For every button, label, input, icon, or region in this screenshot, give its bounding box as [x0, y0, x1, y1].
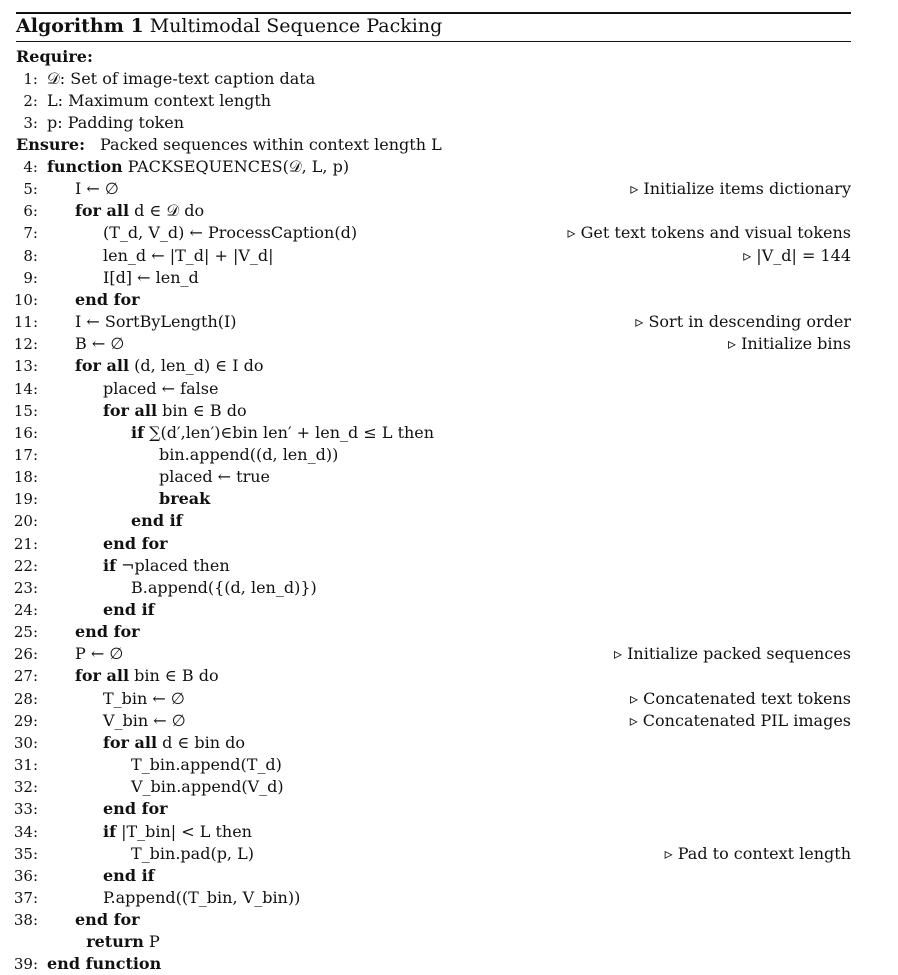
- code-statement: [131, 577, 317, 599]
- code-line: [0, 953, 898, 975]
- code-line: [0, 688, 898, 710]
- statement-text: T_bin.append(T_d): [131, 755, 282, 775]
- algorithm-label: Algorithm 1: [16, 15, 144, 37]
- keyword: function: [47, 157, 123, 176]
- statement-text: V_bin.append(V_d): [131, 777, 284, 797]
- line-number: 27:: [13, 667, 38, 686]
- code-line: [0, 887, 898, 909]
- statement-text: len_d ← |T_d| + |V_d|: [103, 245, 274, 265]
- code-statement: [75, 643, 123, 665]
- code-line: [0, 621, 898, 643]
- keyword: end for: [103, 799, 168, 819]
- code-line: [0, 821, 898, 843]
- code-statement: [75, 665, 219, 687]
- code-statement: [131, 422, 434, 444]
- code-statement: [47, 156, 349, 178]
- line-number: 11:: [13, 313, 38, 332]
- code-line: [0, 577, 898, 599]
- code-line: [0, 178, 898, 200]
- line-number: 29:: [13, 711, 38, 730]
- code-line: [0, 599, 898, 621]
- line-number: 21:: [13, 534, 38, 553]
- line-number: 12:: [13, 335, 38, 354]
- keyword: end for: [75, 910, 140, 930]
- statement-text: I ← SortByLength(I): [75, 312, 237, 332]
- code-statement: [103, 533, 168, 555]
- code-line: [0, 555, 898, 577]
- code-statement: [75, 355, 264, 377]
- code-statement: [103, 400, 247, 422]
- line-number: 9:: [23, 268, 38, 287]
- line-number: 6:: [23, 202, 38, 221]
- line-number: 16:: [13, 423, 38, 442]
- ensure-text: Packed sequences within context length L: [100, 135, 442, 154]
- statement-text: bin ∈ B do: [134, 666, 219, 686]
- line-comment: ▹ |V_d| = 144: [743, 245, 851, 265]
- ensure-label: Ensure:: [16, 135, 85, 154]
- code-statement: [47, 953, 161, 975]
- code-statement: [103, 222, 357, 244]
- keyword: for all: [75, 356, 130, 376]
- line-comment: ▹ Sort in descending order: [635, 312, 851, 332]
- keyword: for all: [103, 400, 158, 420]
- code-line: [0, 378, 898, 400]
- line-number: 37:: [13, 888, 38, 907]
- statement-text: P.append((T_bin, V_bin)): [103, 887, 301, 907]
- statement-text: T_bin.pad(p, L): [131, 843, 254, 863]
- require-label: Require:: [16, 47, 93, 66]
- line-number: 35:: [13, 844, 38, 863]
- code-statement: [103, 555, 230, 577]
- line-number: 22:: [13, 556, 38, 575]
- code-line: [0, 533, 898, 555]
- code-line: [0, 732, 898, 754]
- line-number: 7:: [23, 224, 38, 243]
- code-statement: [75, 178, 119, 200]
- line-number: 26:: [13, 645, 38, 664]
- code-line: [0, 444, 898, 466]
- line-number: 17:: [13, 445, 38, 464]
- code-statement: [103, 821, 252, 843]
- code-statement: [75, 333, 124, 355]
- code-statement: [103, 245, 274, 267]
- code-line: [0, 776, 898, 798]
- statement-text: T_bin ← ∅: [103, 688, 185, 708]
- code-line: [0, 865, 898, 887]
- line-number: 15:: [13, 401, 38, 420]
- code-line: [0, 931, 898, 953]
- line-number: 18:: [13, 468, 38, 487]
- code-statement: [103, 599, 155, 621]
- keyword: for all: [75, 666, 130, 686]
- line-comment: ▹ Get text tokens and visual tokens: [567, 223, 851, 243]
- statement-text: ¬placed then: [121, 555, 230, 575]
- code-statement: [131, 776, 284, 798]
- require-line: [0, 112, 898, 134]
- code-line: [0, 400, 898, 422]
- statement-text: ∑(d′,len′)∈bin len′ + len_d ≤ L then: [149, 422, 435, 442]
- line-number: 5:: [23, 180, 38, 199]
- statement-text: V_bin ← ∅: [103, 710, 186, 730]
- line-number: 36:: [13, 866, 38, 885]
- line-number: 33:: [13, 800, 38, 819]
- statement-text: B ← ∅: [75, 334, 125, 354]
- require-line: [0, 90, 898, 112]
- statement-text: |T_bin| < L then: [121, 821, 252, 841]
- line-number: 24:: [13, 601, 38, 619]
- code-line: [0, 643, 898, 665]
- code-statement: [75, 909, 140, 931]
- line-number: 3:: [23, 114, 38, 132]
- code-statement: [103, 688, 185, 710]
- line-number: 19:: [13, 490, 38, 509]
- require-text: 𝒟: Set of image-text caption data: [47, 69, 316, 88]
- keyword: end if: [103, 865, 155, 885]
- statement-text: placed ← false: [103, 378, 219, 398]
- line-number: 25:: [13, 623, 38, 642]
- code-statement: [75, 200, 204, 222]
- code-line: [0, 665, 898, 687]
- require-text: p: Padding token: [47, 113, 185, 132]
- code-statement: [86, 931, 160, 953]
- statement-text: I[d] ← len_d: [103, 267, 199, 287]
- code-line: [0, 422, 898, 444]
- statement-text: P: [148, 932, 160, 952]
- line-number: 39:: [13, 955, 38, 974]
- line-number: 28:: [13, 689, 38, 708]
- code-statement: [131, 843, 254, 865]
- code-statement: [103, 710, 186, 732]
- algorithm-name: Multimodal Sequence Packing: [149, 15, 443, 37]
- code-statement: [103, 798, 168, 820]
- line-number: 34:: [13, 822, 38, 841]
- code-statement: [103, 887, 300, 909]
- statement-text: (T_d, V_d) ← ProcessCaption(d): [103, 223, 358, 243]
- line-number: 32:: [13, 778, 38, 797]
- line-comment: ▹ Initialize bins: [727, 334, 851, 354]
- keyword: end for: [75, 289, 140, 309]
- code-line: [0, 311, 898, 333]
- code-line: [0, 510, 898, 532]
- statement-text: P ← ∅: [75, 644, 124, 664]
- keyword: if: [103, 821, 116, 841]
- statement-text: bin ∈ B do: [162, 400, 247, 420]
- keyword: return: [86, 932, 144, 952]
- code-statement: [103, 732, 245, 754]
- code-line: [0, 156, 898, 178]
- line-number: 10:: [13, 290, 38, 309]
- statement-text: (d, len_d) ∈ I do: [134, 356, 264, 376]
- code-line: [0, 466, 898, 488]
- code-line: [0, 245, 898, 267]
- line-comment: ▹ Initialize items dictionary: [630, 179, 851, 199]
- line-number: 23:: [13, 578, 38, 597]
- keyword: end for: [103, 533, 168, 553]
- line-number: 2:: [23, 92, 38, 110]
- code-statement: [131, 510, 183, 532]
- code-line: [0, 333, 898, 355]
- code-line: [0, 200, 898, 222]
- code-line: [0, 843, 898, 865]
- code-line: [0, 710, 898, 732]
- code-line: [0, 355, 898, 377]
- keyword: for all: [75, 201, 130, 221]
- statement-text: PACKSEQUENCES(𝒟, L, p): [127, 157, 350, 176]
- keyword: end if: [103, 600, 155, 619]
- line-number: 13:: [13, 357, 38, 376]
- line-comment: ▹ Concatenated PIL images: [629, 710, 851, 730]
- code-line: [0, 289, 898, 311]
- code-statement: [103, 865, 155, 887]
- code-line: [0, 488, 898, 510]
- code-line: [0, 798, 898, 820]
- title-rule: [16, 41, 851, 42]
- code-statement: [75, 311, 237, 333]
- code-statement: [159, 488, 210, 510]
- line-number: 4:: [23, 158, 38, 176]
- statement-text: B.append({(d, len_d)}): [131, 577, 317, 597]
- keyword: end if: [131, 511, 183, 531]
- code-line: [0, 909, 898, 931]
- line-number: 14:: [13, 379, 38, 398]
- require-heading: [0, 46, 898, 68]
- line-number: 31:: [13, 756, 38, 775]
- statement-text: d ∈ bin do: [162, 732, 246, 752]
- algorithm-title: [16, 14, 442, 38]
- code-statement: [103, 378, 218, 400]
- code-statement: [159, 466, 270, 488]
- code-line: [0, 222, 898, 244]
- code-line: [0, 754, 898, 776]
- line-number: 1:: [23, 70, 38, 88]
- ensure-line: [0, 134, 898, 156]
- statement-text: d ∈ 𝒟 do: [134, 201, 205, 221]
- line-comment: ▹ Concatenated text tokens: [630, 688, 851, 708]
- code-statement: [159, 444, 338, 466]
- keyword: break: [159, 489, 211, 509]
- line-comment: ▹ Initialize packed sequences: [613, 644, 851, 664]
- require-text: L: Maximum context length: [47, 91, 272, 110]
- keyword: if: [131, 422, 144, 442]
- code-statement: [131, 754, 282, 776]
- line-number: 30:: [13, 733, 38, 752]
- line-number: 8:: [23, 246, 38, 265]
- statement-text: I ← ∅: [75, 179, 119, 199]
- code-statement: [75, 621, 140, 643]
- code-line: [0, 267, 898, 289]
- code-statement: [103, 267, 199, 289]
- keyword: for all: [103, 732, 158, 752]
- line-comment: ▹ Pad to context length: [664, 843, 851, 863]
- keyword: if: [103, 555, 116, 575]
- keyword: end function: [47, 954, 162, 974]
- keyword: end for: [75, 622, 140, 642]
- require-line: [0, 68, 898, 90]
- statement-text: placed ← true: [159, 467, 270, 487]
- line-number: 20:: [13, 512, 38, 531]
- code-statement: [75, 289, 140, 311]
- statement-text: bin.append((d, len_d)): [159, 444, 339, 464]
- line-number: 38:: [13, 911, 38, 930]
